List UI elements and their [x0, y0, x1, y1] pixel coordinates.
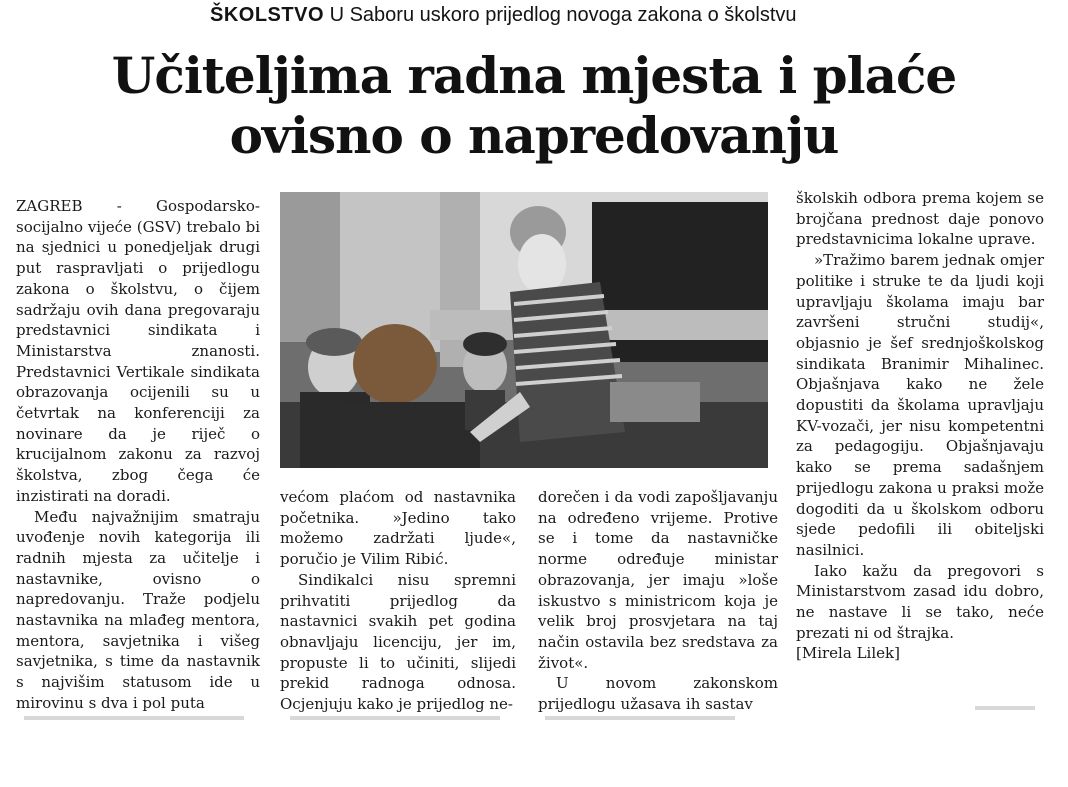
cut-off-text-line — [975, 706, 1035, 710]
classroom-photo — [280, 192, 768, 468]
paragraph: Iako kažu da pregovori s Ministarstvom zasad idu dobro, ne nastave li se tako, neće prezati ni od štrajka. — [796, 561, 1044, 642]
article-column-3 — [538, 487, 778, 715]
section-label: ŠKOLSTVO — [210, 4, 325, 26]
paragraph: Među najvažnijim smatraju uvođenje novih kategorija ili radnih mjesta za učitelje i nastavnike, ovisno o napredovanju. Traže podjelu nastavnika na mlađeg mentora, mentora, savjetnika i višeg savjetnika, s time da nastavnik s najvišim statusom ide u mirovinu s dva i pol puta — [16, 507, 260, 712]
paragraph: većom plaćom od nastavnika početnika. »Jedino tako možemo zadržati ljude«, poručio je Vilim Ribić. — [280, 488, 516, 569]
headline-line-2: ovisno o napredovanju — [229, 106, 839, 165]
paragraph: dorečen i da vodi zapošljavanju na određeno vrijeme. Protive se i tome da nastavničke norme određuje ministar obrazovanja, jer imaju »loše iskustvo s ministricom koja je velik broj prosvjetara na taj način ostavila bez sredstava za život«. — [538, 488, 778, 672]
headline — [0, 46, 1068, 166]
headline-line-1: Učiteljima radna mjesta i plaće — [111, 46, 957, 105]
author-byline: [Mirela Lilek] — [796, 644, 900, 663]
article-column-1 — [16, 196, 260, 714]
photo-illustration — [280, 192, 768, 468]
kicker — [210, 4, 797, 27]
paragraph: školskih odbora prema kojem se brojčana prednost daje ponovo predstavnicima lokalne uprave. — [796, 189, 1044, 249]
paragraph: Sindikalci nisu spremni prihvatiti prijedlog da nastavnici svakih pet godina obnavljaju licenciju, jer im, propuste li to učiniti, slijedi prekid radnoga odnosa. Ocjenjuju kako je prijedlog ne- — [280, 570, 516, 714]
cut-off-text-line — [290, 716, 500, 720]
cut-off-text-line — [545, 716, 735, 720]
kicker-text: U Saboru uskoro prijedlog novoga zakona o školstvu — [329, 4, 797, 26]
paragraph: »Tražimo barem jednak omjer politike i struke te da ljudi koji upravljaju školama imaju bar završeni stručni studij«, objasnio je šef srednjoškolskog sindikata Branimir Mihalinec. Objašnjava kako ne žele dopustiti da školama upravljaju KV-vozači, jer nisu kompetentni za pedagogiju. Objašnjavaju kako se prema sadašnjem prijedlogu zakona u praksi može dogoditi da u školskom odboru sjede pedofili ili obiteljski nasilnici. — [796, 251, 1044, 559]
paragraph: ZAGREB - Gospodarsko-socijalno vijeće (GSV) trebalo bi na sjednici u ponedjeljak drugi put raspravljati o prijedlogu zakona o školstvu, o čijem sadržaju ovih dana pregovaraju predstavnici sindikata i Ministarstva znanosti. Predstavnici Vertikale sindikata obrazovanja ocijenili su u četvrtak na konferenciji za novinare da je riječ o krucijalnom zakonu za razvoj školstva, zbog čega će inzistirati na doradi. — [16, 197, 260, 505]
article-column-2 — [280, 487, 516, 715]
cut-off-text-line — [24, 716, 244, 720]
article-column-4 — [796, 188, 1044, 664]
paragraph: U novom zakonskom prijedlogu užasava ih sastav — [538, 674, 778, 714]
